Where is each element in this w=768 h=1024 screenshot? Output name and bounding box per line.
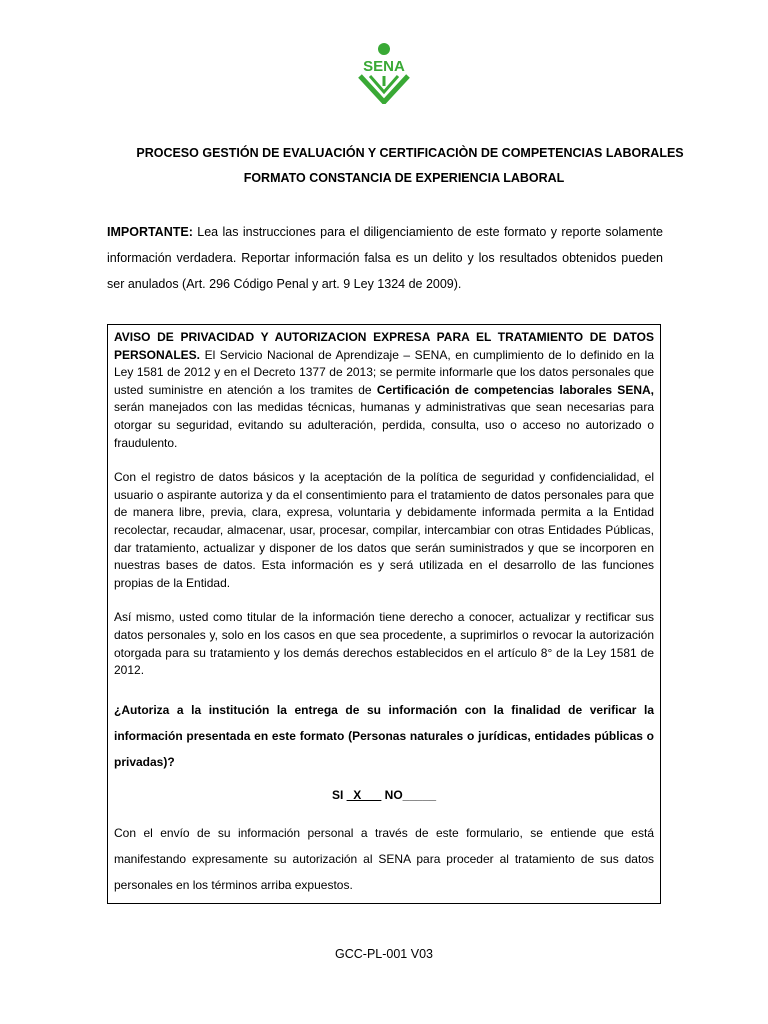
privacy-text-bold: Certificación de competencias laborales SENA, bbox=[376, 382, 654, 397]
privacy-paragraph-3: Así mismo, usted como titular de la información tiene derecho a conocer, actualizar y rectificar sus datos personales y, solo en los casos en que sea procedente, a suprimirlos o revocar la autorización otorgada para su tratamiento y los demás derechos establecidos en el artículo 8° de la Ley 1581 de 2012. bbox=[114, 610, 654, 678]
privacy-text-1b: serán manejados con las medidas técnicas, humanas y administrativas que sean necesarias para otorgar su seguridad, evitando su adulteración, perdida, consulta, uso o acceso no autorizado o fraudulento. bbox=[114, 400, 654, 450]
form-title: FORMATO CONSTANCIA DE EXPERIENCIA LABORAL bbox=[243, 171, 565, 185]
authorization-question: ¿Autoriza a la institución la entrega de su información con la finalidad de verificar la información presentada en este formato (Personas naturales o jurídicas, entidades públicas o privadas)? bbox=[114, 702, 654, 769]
yes-no-field bbox=[114, 787, 654, 805]
important-notice bbox=[107, 219, 663, 297]
yes-value[interactable]: _X___ bbox=[346, 787, 382, 802]
privacy-notice-box bbox=[107, 324, 661, 904]
sena-logo bbox=[354, 42, 414, 104]
privacy-paragraph-1 bbox=[114, 329, 654, 452]
important-text: Lea las instrucciones para el diligenciamiento de este formato y reporte solamente información verdadera. Reportar información falsa es un delito y los resultados obtenidos pueden ser anulados (Art. 296 Código Penal y art. 9 Ley 1324 de 2009). bbox=[107, 225, 663, 291]
yes-label: SI bbox=[331, 787, 344, 802]
privacy-paragraph-2: Con el registro de datos básicos y la aceptación de la política de seguridad y confidencialidad, el usuario o aspirante autoriza y da el consentimiento para el tratamiento de datos personales para que de manera libre, previa, clara, expresa, voluntaria y debidamente informada permita a la Entidad recolectar, recaudar, almacenar, usar, procesar, compilar, intercambiar con otras Entidades Públicas, dar tratamiento, actualizar y disponer de los datos que serán suministrados y que se incorporen en nuestras bases de datos. Esta información es y será utilizada en el desarrollo de las funciones propias de la Entidad. bbox=[114, 470, 654, 590]
privacy-heading: AVISO DE PRIVACIDAD Y AUTORIZACION EXPRESA PARA EL TRATAMIENTO DE DATOS PERSONALES. bbox=[114, 330, 654, 362]
no-label: NO bbox=[384, 787, 403, 802]
svg-text:SENA: SENA bbox=[363, 58, 405, 75]
closing-paragraph: Con el envío de su información personal a través de este formulario, se entiende que está manifestando expresamente su autorización al SENA para proceder al tratamiento de sus datos personales en los términos arriba expuestos. bbox=[114, 826, 654, 893]
document-code: GCC-PL-001 V03 bbox=[335, 947, 433, 961]
privacy-text-1a: El Servicio Nacional de Aprendizaje – SENA, en cumplimiento de lo definido en la Ley 1581 de 2012 y en el Decreto 1377 de 2013; se permite informarle que los datos personales que usted suministre en atención a los tramites de bbox=[114, 347, 654, 397]
no-value[interactable]: _____ bbox=[402, 787, 437, 802]
important-label: IMPORTANTE: bbox=[107, 225, 193, 239]
process-title: PROCESO GESTIÓN DE EVALUACIÓN Y CERTIFICACIÒN DE COMPETENCIAS LABORALES bbox=[136, 146, 684, 160]
